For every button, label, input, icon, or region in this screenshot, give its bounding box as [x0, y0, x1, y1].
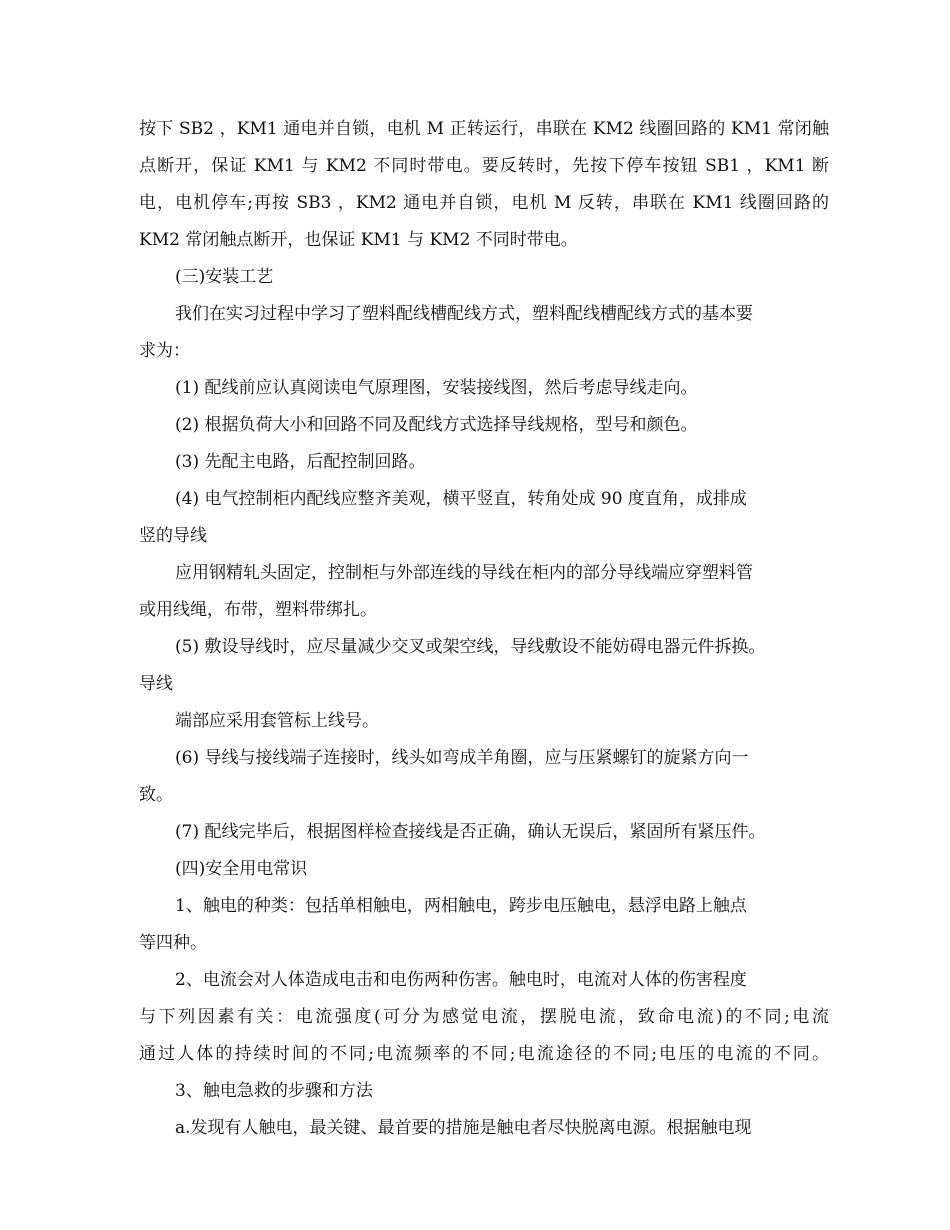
list-item: (3) 先配主电路，后配控制回路。 — [175, 452, 426, 472]
list-item: (1) 配线前应认真阅读电气原理图，安装接线图，然后考虑导线走向。 — [175, 378, 698, 398]
list-item: 1、触电的种类：包括单相触电，两相触电，跨步电压触电，悬浮电路上触点 — [175, 896, 747, 916]
text-line: 导线 — [139, 674, 173, 694]
list-item: (2) 根据负荷大小和回路不同及配线方式选择导线规格，型号和颜色。 — [175, 415, 698, 435]
list-item: 3、触电急救的步骤和方法 — [175, 1081, 373, 1101]
list-item: (6) 导线与接线端子连接时，线头如弯成羊角圈，应与压紧螺钉的旋紧方向一 — [175, 748, 749, 768]
list-item: (4) 电气控制柜内配线应整齐美观，横平竖直，转角处成 90 度直角，成排成 — [175, 489, 747, 509]
list-item: (7) 配线完毕后，根据图样检查接线是否正确，确认无误后，紧固所有紧压件。 — [175, 822, 766, 842]
text-line: 等四种。 — [139, 933, 207, 953]
text-line: 我们在实习过程中学习了塑料配线槽配线方式，塑料配线槽配线方式的基本要 — [175, 304, 753, 324]
section-heading: (四)安全用电常识 — [175, 859, 308, 879]
text-line: 应用钢精轧头固定，控制柜与外部连线的导线在柜内的部分导线端应穿塑料管 — [175, 563, 753, 583]
section-heading: (三)安装工艺 — [175, 267, 274, 287]
text-line: 点断开，保证 KM1 与 KM2 不同时带电。要反转时，先按下停车按钮 SB1 ，KM1 断 — [139, 156, 829, 176]
text-line: 与下列因素有关：电流强度(可分为感觉电流，摆脱电流，致命电流)的不同;电流 — [139, 1007, 829, 1027]
list-item: (5) 敷设导线时，应尽量减少交叉或架空线，导线敷设不能妨碍电器元件拆换。 — [175, 637, 766, 657]
text-line: 按下 SB2 ，KM1 通电并自锁，电机 M 正转运行，串联在 KM2 线圈回路的 KM1 常闭触 — [139, 119, 829, 139]
text-line: 或用线绳，布带，塑料带绑扎。 — [139, 600, 377, 620]
text-line: 致。 — [139, 785, 173, 805]
text-line: 电，电机停车;再按 SB3 ，KM2 通电并自锁，电机 M 反转，串联在 KM1 线圈回路的 — [139, 193, 829, 213]
list-item: 2、电流会对人体造成电击和电伤两种伤害。触电时，电流对人体的伤害程度 — [175, 970, 747, 990]
text-line: 竖的导线 — [139, 526, 207, 546]
text-line: 端部应采用套管标上线号。 — [175, 711, 379, 731]
text-line: 求为： — [139, 341, 190, 361]
text-line: a.发现有人触电，最关键、最首要的措施是触电者尽快脱离电源。根据触电现 — [175, 1118, 752, 1138]
text-line: KM2 常闭触点断开，也保证 KM1 与 KM2 不同时带电。 — [139, 230, 578, 250]
text-line: 通过人体的持续时间的不同;电流频率的不同;电流途径的不同;电压的电流的不同。 — [139, 1044, 829, 1064]
